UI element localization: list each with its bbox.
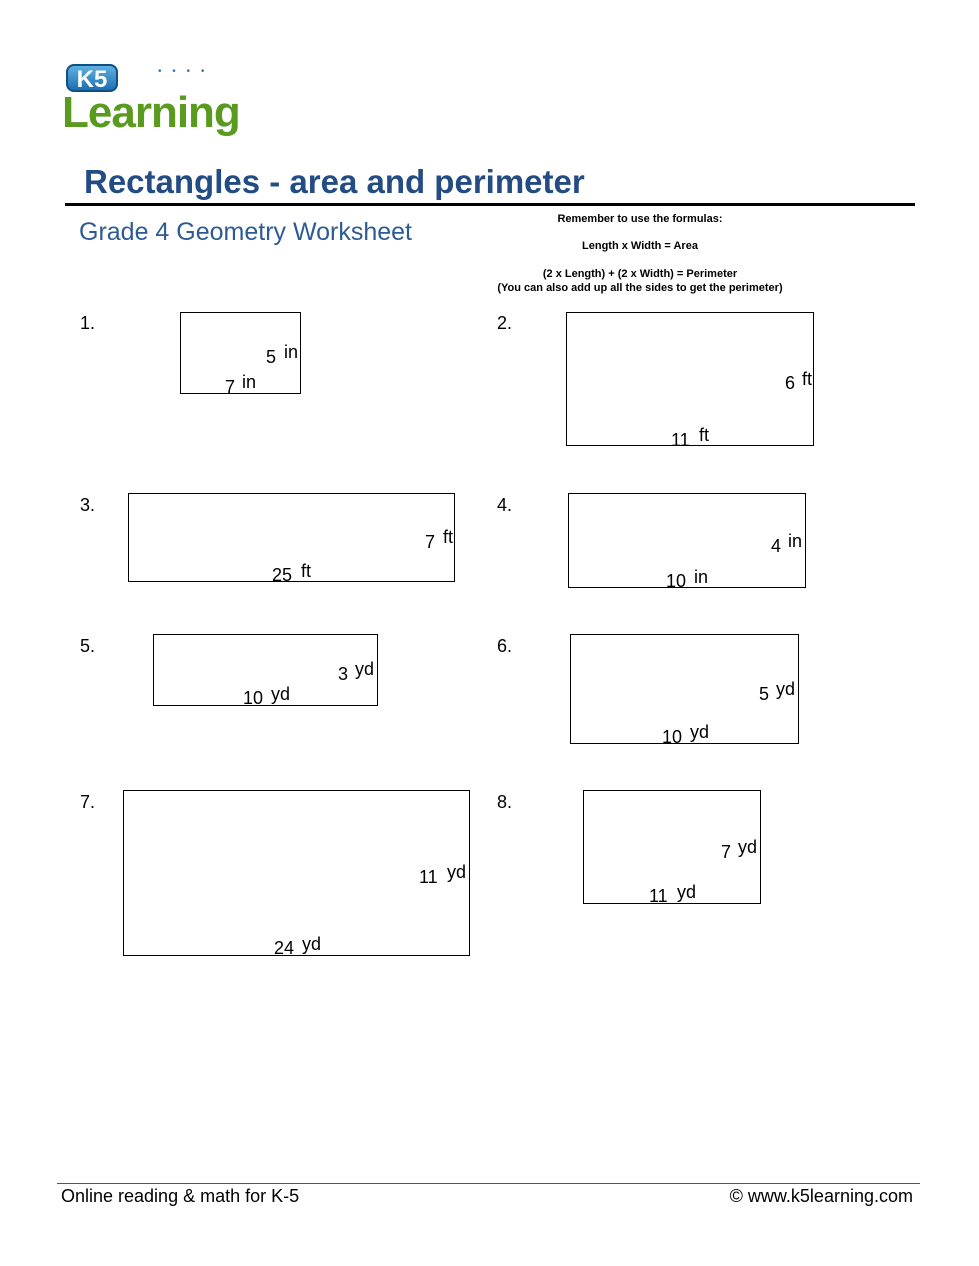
problem-8-length: 11 [649, 886, 668, 906]
logo-stars-icon: • • • • [158, 66, 209, 77]
problem-6-number: 6. [497, 636, 513, 656]
problem-5-number: 5. [80, 636, 96, 656]
k5-learning-logo [62, 62, 240, 138]
problem-5-length: 10 [243, 688, 264, 708]
problem-4-number: 4. [497, 495, 513, 515]
worksheet-subtitle: Grade 4 Geometry Worksheet [79, 218, 413, 246]
problem-7-number: 7. [80, 792, 96, 812]
problem-2-width: 6 [785, 373, 796, 393]
formula-perimeter: (2 x Length) + (2 x Width) = Perimeter [542, 268, 738, 280]
problem-5-width: 3 [338, 664, 349, 684]
problem-7-length-unit: yd [302, 934, 322, 954]
problem-2-rectangle [566, 312, 814, 446]
formula-note: (You can also add up all the sides to get the perimeter) [497, 282, 783, 294]
problem-3-number: 3. [80, 495, 96, 515]
problem-5-length-unit: yd [271, 684, 291, 704]
logo-badge: K5 [66, 64, 118, 92]
problem-2-number: 2. [497, 313, 513, 333]
footer-website-link[interactable]: © www.k5learning.com [729, 1186, 913, 1206]
page-title: Rectangles - area and perimeter [84, 163, 585, 200]
problem-8-number: 8. [497, 792, 513, 812]
formula-intro: Remember to use the formulas: [557, 213, 723, 225]
problem-6-width-unit: yd [776, 679, 796, 699]
logo-wordmark: Learning [62, 88, 240, 137]
problem-6-length-unit: yd [690, 722, 710, 742]
footer-tagline: Online reading & math for K-5 [61, 1186, 300, 1206]
problem-3-length-unit: ft [301, 561, 312, 581]
problem-6-width: 5 [759, 684, 770, 704]
problem-4-width: 4 [771, 536, 782, 556]
title-divider [65, 203, 915, 206]
problem-2-width-unit: ft [802, 369, 813, 389]
problem-1-length-unit: in [242, 372, 257, 392]
problem-1-number: 1. [80, 313, 96, 333]
problem-4-length: 10 [666, 571, 687, 591]
problem-4-width-unit: in [788, 531, 803, 551]
problem-2-length-unit: ft [699, 425, 710, 445]
problem-7-width-unit: yd [447, 862, 467, 882]
problem-6-length: 10 [662, 727, 683, 747]
problem-1-width: 5 [266, 347, 277, 367]
problem-4-length-unit: in [694, 567, 709, 587]
problem-3-width-unit: ft [443, 527, 454, 547]
formula-area: Length x Width = Area [582, 240, 698, 252]
problem-8-length-unit: yd [677, 882, 697, 902]
problem-7-width: 11 [419, 867, 438, 887]
problem-1-rectangle [180, 312, 301, 394]
problem-7-rectangle [123, 790, 470, 956]
problem-2-length: 11 [671, 430, 690, 450]
footer-divider [57, 1183, 920, 1184]
problem-8-rectangle [583, 790, 761, 904]
problem-3-width: 7 [425, 532, 436, 552]
problem-1-width-unit: in [284, 342, 299, 362]
problem-1-length: 7 [225, 377, 236, 397]
problem-3-length: 25 [272, 565, 293, 585]
problem-7-length: 24 [274, 938, 295, 958]
problem-8-width: 7 [721, 842, 732, 862]
formula-box [470, 212, 810, 295]
problem-5-width-unit: yd [355, 659, 375, 679]
problem-8-width-unit: yd [738, 837, 758, 857]
